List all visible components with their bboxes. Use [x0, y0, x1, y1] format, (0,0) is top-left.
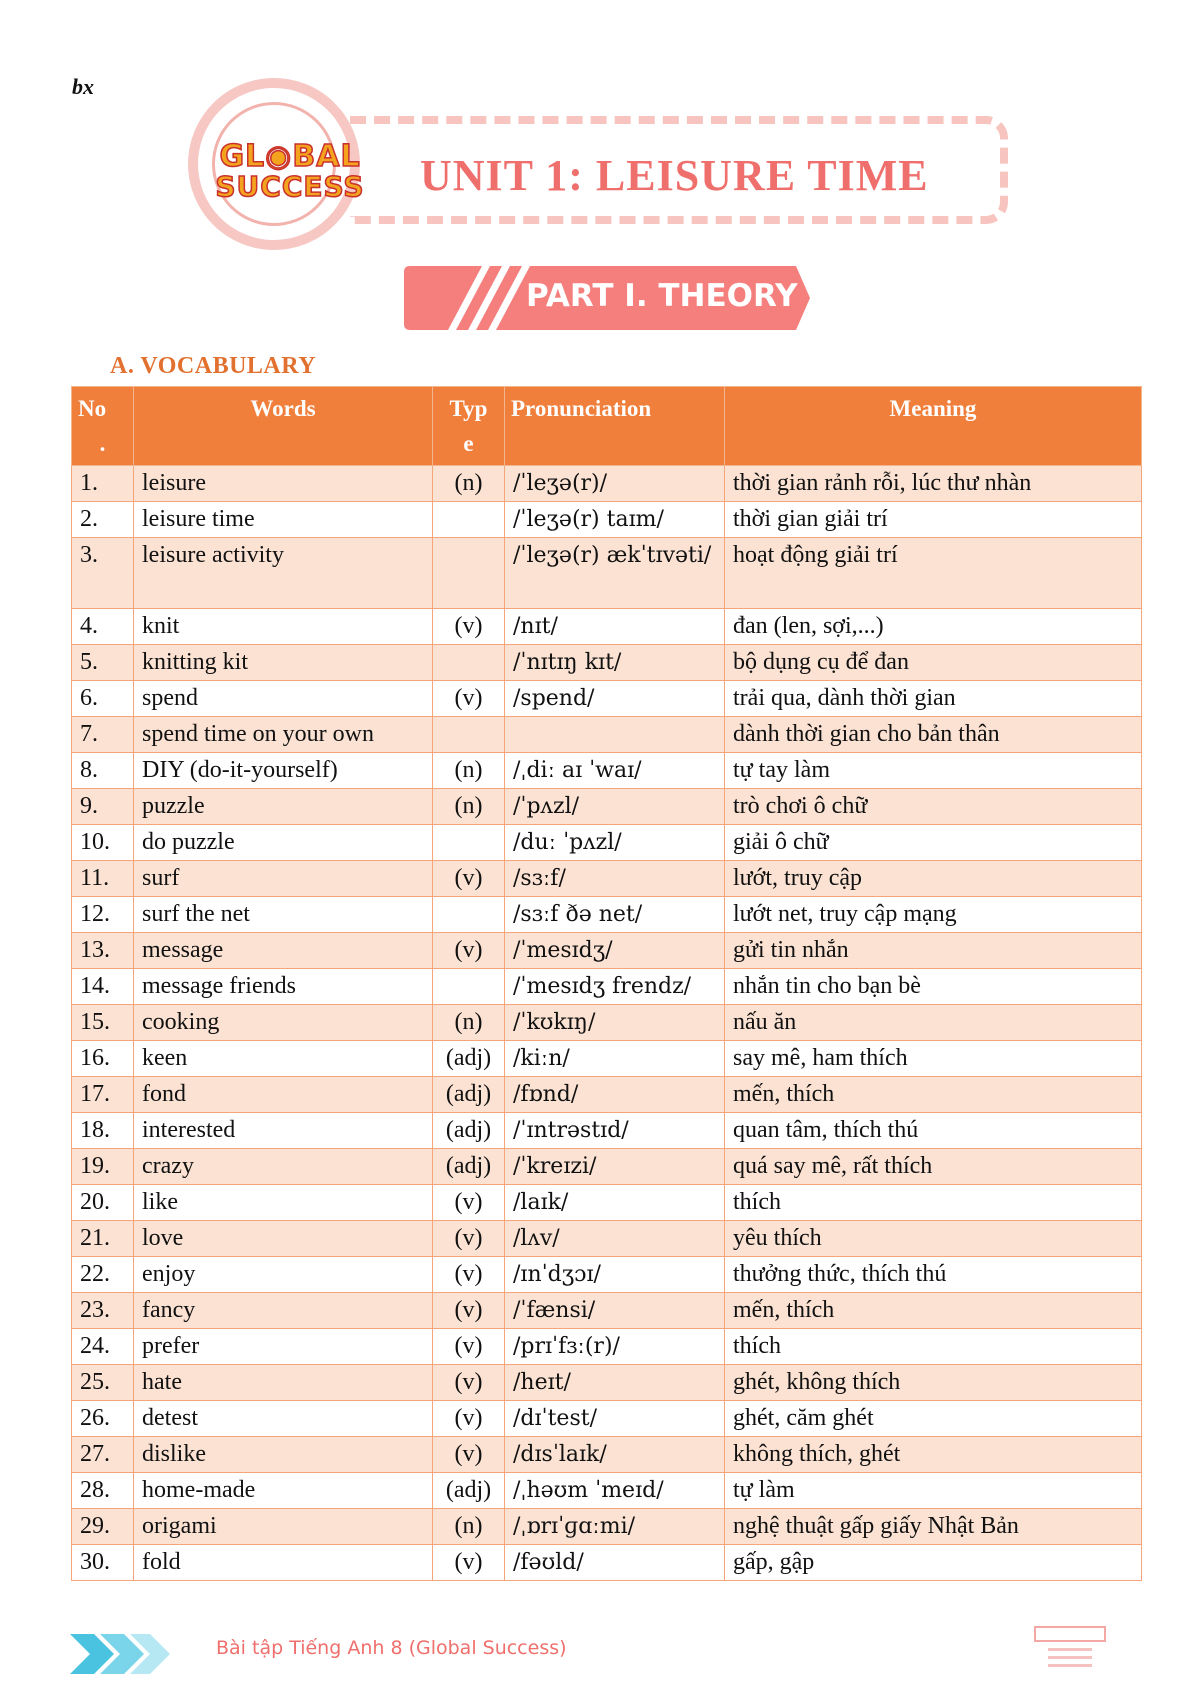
row-word: fold: [134, 1545, 433, 1581]
row-meaning: ghét, không thích: [725, 1365, 1142, 1401]
table-row: [72, 1041, 1142, 1077]
row-meaning: tự làm: [725, 1473, 1142, 1509]
row-type: (v): [433, 861, 505, 897]
row-pronunciation: /dɪsˈlaɪk/: [505, 1437, 725, 1473]
row-pronunciation: /ˈkreɪzi/: [505, 1149, 725, 1185]
row-number: 9.: [72, 789, 134, 825]
header-type: Typ e: [433, 387, 505, 466]
row-number: 17.: [72, 1077, 134, 1113]
row-word: home-made: [134, 1473, 433, 1509]
header-no: No .: [72, 387, 134, 466]
row-type: [433, 897, 505, 933]
row-pronunciation: /ˌdiː aɪ ˈwaɪ/: [505, 753, 725, 789]
row-type: (v): [433, 1545, 505, 1581]
row-meaning: mến, thích: [725, 1077, 1142, 1113]
row-type: (v): [433, 1185, 505, 1221]
table-row: [72, 1221, 1142, 1257]
row-type: (v): [433, 1257, 505, 1293]
row-meaning: không thích, ghét: [725, 1437, 1142, 1473]
row-meaning: nghệ thuật gấp giấy Nhật Bản: [725, 1509, 1142, 1545]
row-pronunciation: /duː ˈpʌzl/: [505, 825, 725, 861]
row-pronunciation: /ˈkʊkɪŋ/: [505, 1005, 725, 1041]
row-pronunciation: /prɪˈfɜː(r)/: [505, 1329, 725, 1365]
row-word: DIY (do-it-yourself): [134, 753, 433, 789]
table-row: [72, 1365, 1142, 1401]
row-pronunciation: /dɪˈtest/: [505, 1401, 725, 1437]
row-pronunciation: /spend/: [505, 681, 725, 717]
header-pronunciation: Pronunciation: [505, 387, 725, 466]
row-meaning: gấp, gập: [725, 1545, 1142, 1581]
row-meaning: mến, thích: [725, 1293, 1142, 1329]
table-row: [72, 1185, 1142, 1221]
row-word: crazy: [134, 1149, 433, 1185]
row-type: [433, 538, 505, 609]
row-meaning: thời gian rảnh rỗi, lúc thư nhàn: [725, 466, 1142, 502]
row-pronunciation: /ɪnˈdʒɔɪ/: [505, 1257, 725, 1293]
row-meaning: nấu ăn: [725, 1005, 1142, 1041]
row-word: leisure: [134, 466, 433, 502]
row-pronunciation: /ˌɒrɪˈɡɑːmi/: [505, 1509, 725, 1545]
row-meaning: lướt net, truy cập mạng: [725, 897, 1142, 933]
row-type: (adj): [433, 1041, 505, 1077]
row-word: leisure activity: [134, 538, 433, 609]
row-word: love: [134, 1221, 433, 1257]
row-number: 30.: [72, 1545, 134, 1581]
row-pronunciation: /ˌhəʊm ˈmeɪd/: [505, 1473, 725, 1509]
row-number: 16.: [72, 1041, 134, 1077]
row-type: (v): [433, 1437, 505, 1473]
table-row: [72, 897, 1142, 933]
row-number: 7.: [72, 717, 134, 753]
row-pronunciation: /sɜːf/: [505, 861, 725, 897]
row-type: (v): [433, 681, 505, 717]
row-meaning: quá say mê, rất thích: [725, 1149, 1142, 1185]
row-word: like: [134, 1185, 433, 1221]
table-row: [72, 969, 1142, 1005]
row-meaning: tự tay làm: [725, 753, 1142, 789]
header-words: Words: [134, 387, 433, 466]
row-number: 15.: [72, 1005, 134, 1041]
table-row: [72, 789, 1142, 825]
row-word: puzzle: [134, 789, 433, 825]
part-label: PART I. THEORY: [526, 278, 798, 314]
row-meaning: thưởng thức, thích thú: [725, 1257, 1142, 1293]
table-row: [72, 1149, 1142, 1185]
table-row: [72, 933, 1142, 969]
row-pronunciation: /laɪk/: [505, 1185, 725, 1221]
row-pronunciation: [505, 717, 725, 753]
table-row: [72, 1509, 1142, 1545]
row-meaning: trải qua, dành thời gian: [725, 681, 1142, 717]
row-pronunciation: /ˈɪntrəstɪd/: [505, 1113, 725, 1149]
row-pronunciation: /fəʊld/: [505, 1545, 725, 1581]
row-word: keen: [134, 1041, 433, 1077]
row-type: (v): [433, 1293, 505, 1329]
row-word: prefer: [134, 1329, 433, 1365]
row-number: 12.: [72, 897, 134, 933]
table-row: [72, 825, 1142, 861]
header-meaning: Meaning: [725, 387, 1142, 466]
row-type: (n): [433, 753, 505, 789]
row-word: fond: [134, 1077, 433, 1113]
row-pronunciation: /kiːn/: [505, 1041, 725, 1077]
row-type: (adj): [433, 1113, 505, 1149]
table-row: [72, 861, 1142, 897]
table-row: [72, 1437, 1142, 1473]
row-meaning: gửi tin nhắn: [725, 933, 1142, 969]
row-word: message: [134, 933, 433, 969]
row-pronunciation: /fɒnd/: [505, 1077, 725, 1113]
row-pronunciation: /heɪt/: [505, 1365, 725, 1401]
row-pronunciation: /sɜːf ðə net/: [505, 897, 725, 933]
row-number: 13.: [72, 933, 134, 969]
table-row: [72, 1473, 1142, 1509]
table-row: [72, 1257, 1142, 1293]
row-word: enjoy: [134, 1257, 433, 1293]
row-word: fancy: [134, 1293, 433, 1329]
logo-wordmark: [210, 139, 370, 203]
part-badge: [404, 266, 810, 330]
row-word: cooking: [134, 1005, 433, 1041]
row-meaning: đan (len, sợi,...): [725, 609, 1142, 645]
row-meaning: quan tâm, thích thú: [725, 1113, 1142, 1149]
row-number: 20.: [72, 1185, 134, 1221]
row-number: 29.: [72, 1509, 134, 1545]
row-type: [433, 645, 505, 681]
table-header-row: [72, 387, 1142, 466]
row-type: (n): [433, 466, 505, 502]
table-row: [72, 1077, 1142, 1113]
row-number: 18.: [72, 1113, 134, 1149]
row-word: detest: [134, 1401, 433, 1437]
row-meaning: thích: [725, 1185, 1142, 1221]
row-word: spend time on your own: [134, 717, 433, 753]
page-stamp-icon: [1034, 1626, 1106, 1672]
table-row: [72, 538, 1142, 609]
row-meaning: giải ô chữ: [725, 825, 1142, 861]
row-pronunciation: /ˈnɪtɪŋ kɪt/: [505, 645, 725, 681]
row-pronunciation: /lʌv/: [505, 1221, 725, 1257]
table-row: [72, 1545, 1142, 1581]
row-number: 10.: [72, 825, 134, 861]
row-number: 24.: [72, 1329, 134, 1365]
row-word: do puzzle: [134, 825, 433, 861]
row-type: (v): [433, 933, 505, 969]
vocabulary-table: [71, 386, 1142, 1581]
row-pronunciation: /ˈfænsi/: [505, 1293, 725, 1329]
row-word: leisure time: [134, 502, 433, 538]
row-number: 22.: [72, 1257, 134, 1293]
row-number: 25.: [72, 1365, 134, 1401]
logo-line-1: GL◉BAL: [219, 139, 361, 174]
row-type: (v): [433, 1365, 505, 1401]
unit-title: UNIT 1: LEISURE TIME: [420, 151, 929, 200]
row-type: (v): [433, 1329, 505, 1365]
row-word: surf the net: [134, 897, 433, 933]
row-number: 23.: [72, 1293, 134, 1329]
table-row: [72, 609, 1142, 645]
row-meaning: ghét, căm ghét: [725, 1401, 1142, 1437]
table-row: [72, 502, 1142, 538]
row-meaning: thích: [725, 1329, 1142, 1365]
row-number: 3.: [72, 538, 134, 609]
row-word: origami: [134, 1509, 433, 1545]
row-word: interested: [134, 1113, 433, 1149]
row-number: 26.: [72, 1401, 134, 1437]
row-meaning: hoạt động giải trí: [725, 538, 1142, 609]
row-number: 28.: [72, 1473, 134, 1509]
row-type: (v): [433, 1221, 505, 1257]
row-word: surf: [134, 861, 433, 897]
table-row: [72, 1401, 1142, 1437]
row-number: 19.: [72, 1149, 134, 1185]
logo-line-2: SUCCESS: [215, 170, 365, 203]
row-meaning: dành thời gian cho bản thân: [725, 717, 1142, 753]
footer-text: Bài tập Tiếng Anh 8 (Global Success): [216, 1637, 567, 1659]
row-meaning: nhắn tin cho bạn bè: [725, 969, 1142, 1005]
row-word: knit: [134, 609, 433, 645]
table-row: [72, 1329, 1142, 1365]
row-type: [433, 502, 505, 538]
row-meaning: lướt, truy cập: [725, 861, 1142, 897]
row-type: [433, 969, 505, 1005]
row-number: 4.: [72, 609, 134, 645]
row-pronunciation: /nɪt/: [505, 609, 725, 645]
row-pronunciation: /ˈmesɪdʒ/: [505, 933, 725, 969]
row-number: 2.: [72, 502, 134, 538]
row-pronunciation: /ˈleʒə(r)/: [505, 466, 725, 502]
row-type: (n): [433, 789, 505, 825]
table-row: [72, 1113, 1142, 1149]
row-number: 5.: [72, 645, 134, 681]
row-pronunciation: /ˈpʌzl/: [505, 789, 725, 825]
row-type: (adj): [433, 1077, 505, 1113]
row-pronunciation: /ˈleʒə(r) ækˈtɪvəti/: [505, 538, 725, 609]
row-meaning: yêu thích: [725, 1221, 1142, 1257]
row-word: message friends: [134, 969, 433, 1005]
row-meaning: thời gian giải trí: [725, 502, 1142, 538]
row-number: 21.: [72, 1221, 134, 1257]
row-type: (n): [433, 1005, 505, 1041]
row-pronunciation: /ˈmesɪdʒ frendz/: [505, 969, 725, 1005]
table-row: [72, 717, 1142, 753]
row-meaning: bộ dụng cụ để đan: [725, 645, 1142, 681]
row-word: knitting kit: [134, 645, 433, 681]
row-type: (v): [433, 609, 505, 645]
row-type: [433, 825, 505, 861]
table-row: [72, 466, 1142, 502]
row-type: [433, 717, 505, 753]
row-word: dislike: [134, 1437, 433, 1473]
table-row: [72, 1293, 1142, 1329]
chevron-arrows-icon: [70, 1630, 180, 1678]
row-number: 27.: [72, 1437, 134, 1473]
table-row: [72, 753, 1142, 789]
row-word: hate: [134, 1365, 433, 1401]
table-row: [72, 1005, 1142, 1041]
row-number: 8.: [72, 753, 134, 789]
row-type: (v): [433, 1401, 505, 1437]
section-title: A. VOCABULARY: [110, 353, 317, 379]
row-word: spend: [134, 681, 433, 717]
vocabulary-rows: [72, 466, 1142, 1581]
unit-banner: [188, 72, 1018, 252]
row-type: (n): [433, 1509, 505, 1545]
row-meaning: say mê, ham thích: [725, 1041, 1142, 1077]
row-meaning: trò chơi ô chữ: [725, 789, 1142, 825]
row-number: 14.: [72, 969, 134, 1005]
row-type: (adj): [433, 1473, 505, 1509]
row-number: 11.: [72, 861, 134, 897]
row-type: (adj): [433, 1149, 505, 1185]
table-row: [72, 681, 1142, 717]
row-number: 6.: [72, 681, 134, 717]
table-row: [72, 645, 1142, 681]
row-number: 1.: [72, 466, 134, 502]
row-pronunciation: /ˈleʒə(r) taɪm/: [505, 502, 725, 538]
corner-mark: bx: [72, 74, 94, 99]
